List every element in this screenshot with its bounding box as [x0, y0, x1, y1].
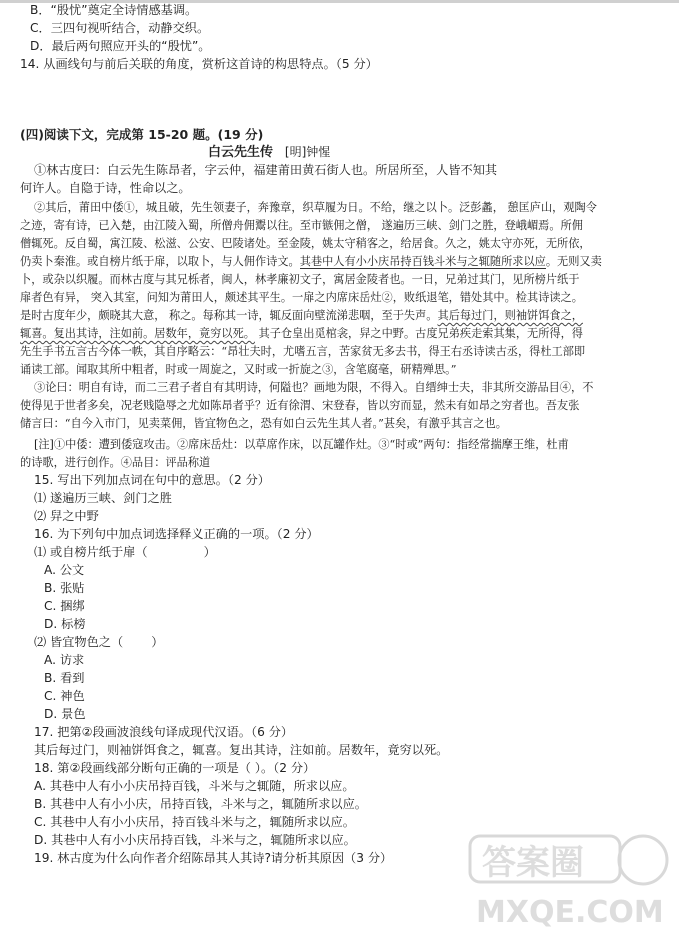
p1-line2: 何许人。自隐于诗，性命以之。 — [20, 181, 191, 195]
q13-option-d: D．最后两句照应开头的“殷忧”。 — [30, 39, 211, 53]
q15-item1: ⑴ 遂遍历三峡、剑门之胜 — [34, 491, 172, 505]
q16-sub1-text: ⑴ 或自榜片纸于扉（ — [34, 545, 148, 559]
q16-sub2-option-d: D. 景色 — [44, 707, 86, 721]
q16-sub2-option-a: A. 访求 — [44, 653, 85, 667]
q18-option-c: C. 其巷中人有小小庆吊，持百钱斗米与之，辄随所求以应。 — [34, 815, 355, 829]
p3-line1: ③论曰：明自有诗，而二三君子者自有其明诗，何隘也？画地为限，不得入。自缙绅士夫，非其所交游品目④，不 — [34, 381, 594, 394]
p2-line7-a: 是时古度年少，颇晓其大意， 称之。每称其一诗，辄反面向壁流涕悲咽，至于失声。 — [20, 309, 438, 322]
p2-line4-a: 仍卖卜秦淮。或自榜片纸于扉，以取卜，与人佣作诗文。 — [20, 255, 300, 268]
q16-sub1 — [34, 544, 216, 561]
p3-line2: 使得见于世者多矣，况老贱隐辱之尤如陈昂者乎？近有徐渭、宋登春，皆以穷而显，然未有如昂之穷者也。吾友张 — [20, 399, 580, 412]
p2-line5: 卜，或杂以织履。而林古度与其兄栎者，闽人，林孝廉初文子，寓居金陵者也。一日，兄弟过其门，见所榜片纸于 — [20, 273, 580, 286]
passage-author: [明]钟惺 — [284, 145, 331, 159]
q16-sub1-option-a: A. 公文 — [44, 563, 85, 577]
watermark-brand: 答案圈 — [482, 843, 584, 883]
p2-line3: 僧辄死。反自蜀，寓江陵、松滋、公安、巴陵诸处。至金陵，姚太守稍客之，给居食。久之，姚太守亦死，无所依， — [20, 237, 591, 250]
underlined-sentence: 其巷中人有小小庆吊持百钱斗米与之辄随所求以应 — [299, 255, 546, 268]
q17-sentence: 其后每过门，则袖饼饵食之，辄喜。复出其诗，注如前。居数年，竟穷以死。 — [34, 743, 449, 757]
q13-option-b: B．“殷忧”奠定全诗情感基调。 — [30, 3, 198, 17]
notes-line2: 的诗歌，进行创作。④品目：评品称道 — [20, 456, 211, 469]
wavy-sentence-part1: 其后每过门，则袖饼饵食之， — [437, 309, 583, 322]
p2-line2: 之迹，寄有诗，已入楚，由江陵入蜀，所僧舟佣鬻以往。至市镞佣之僧， 遂遍历三峡、剑门之胜，登峨嵋焉。所佣 — [20, 219, 583, 232]
q18-option-a: A. 其巷中人有小小庆吊持百钱，斗米与之辄随，所求以应。 — [34, 779, 355, 793]
q16-sub2 — [34, 634, 163, 651]
q16-sub1-close: ） — [203, 545, 216, 559]
q19-stem: 19. 林古度为什么向作者介绍陈昂其人其诗?请分析其原因（3 分） — [34, 851, 393, 865]
q16-sub2-option-c: C. 神色 — [44, 689, 85, 703]
q16-stem: 16. 为下列句中加点词选择释义正确的一项。（2 分） — [34, 527, 319, 541]
p2-line9: 先生手书五言古今体一帙，其自序略云：“昂壮夫时，尤嗜五言，苦家贫无多去书，得王右丞诗读古丞，得杜工部即 — [20, 345, 586, 358]
p2-line6: 扉者色有异， 突入其室，问知为莆田人，颇述其平生。一扉之内席床岳灶②，败纸退笔，错处其中。检其诗读之。 — [20, 291, 583, 304]
p1-line1: ①林古度曰：白云先生陈昂者，字云仲，福建莆田黄石街人也。所居所至，人皆不知其 — [34, 163, 498, 177]
passage-title: 白云先生传 — [208, 145, 274, 160]
passage-heading — [208, 144, 330, 161]
q18-stem: 18. 第②段画线部分断句正确的一项是（ ）。（2 分） — [34, 761, 316, 775]
p2-line1: ②其后，莆田中倭①，城且破，先生领妻子，奔豫章，织草履为日。不给，继之以卜。泛彭蠡， 憩匡庐山，观陶令 — [34, 201, 597, 214]
q15-item2: ⑵ 舁之中野 — [34, 509, 99, 523]
p2-line4 — [20, 253, 602, 270]
p2-line4-c: 。无则又卖 — [545, 255, 602, 268]
q16-sub1-option-b: B. 张贴 — [44, 581, 85, 595]
q16-sub2-text: ⑵ 皆宜物色之（ — [34, 635, 124, 649]
q13-option-c: C．三四句视听结合，动静交织。 — [30, 21, 210, 35]
q18-option-b: B. 其巷中人有小小庆，吊持百钱，斗米与之，辄随所求以应。 — [34, 797, 367, 811]
q14-stem: 14. 从画线句与前后关联的角度，赏析这首诗的构思特点。（5 分） — [20, 57, 378, 71]
notes-line1: [注]①中倭：遭到倭寇攻击。②席床岳灶：以草席作床，以瓦罐作灶。③“时或”两句：指经常揣摩王维，杜甫 — [34, 438, 569, 451]
q16-sub2-close: ） — [151, 635, 164, 649]
q18-option-d: D. 其巷中人有小小庆吊持百钱，斗米与之，辄随所求以应。 — [34, 833, 356, 847]
p3-line3: 储言曰：“自今入市门，见卖菜佣，皆宜物色之，恐有如白云先生其人者。”甚矣，有激乎其言之也。 — [20, 417, 507, 430]
q17-stem: 17. 把第②段画波浪线句译成现代汉语。（6 分） — [34, 725, 294, 739]
p2-line8-b: 其子仓皇出觅棺衾，舁之中野。古度兄弟疾走索其集，无所得，得 — [254, 327, 583, 340]
q16-sub2-option-b: B. 看到 — [44, 671, 85, 685]
q15-stem: 15. 写出下列加点词在句中的意思。（2 分） — [34, 473, 270, 487]
p2-line7 — [20, 307, 583, 324]
wavy-sentence-part2: 辄喜。复出其诗，注如前。居数年，竟穷以死。 — [20, 327, 255, 340]
p2-line8 — [20, 325, 583, 342]
watermark-logo — [468, 830, 673, 930]
section-header: (四)阅读下文，完成第 15-20 题。(19 分) — [20, 127, 264, 142]
watermark-domain: MXQE.COM — [476, 895, 664, 930]
p2-line10: 诵读工部。闻取其所中粗者，时或一周旋之，又时或一折旋之③，含笔腐毫，研精殚思。” — [20, 363, 457, 376]
q16-sub1-option-d: D. 标榜 — [44, 617, 86, 631]
q16-sub1-option-c: C. 捆绑 — [44, 599, 85, 613]
